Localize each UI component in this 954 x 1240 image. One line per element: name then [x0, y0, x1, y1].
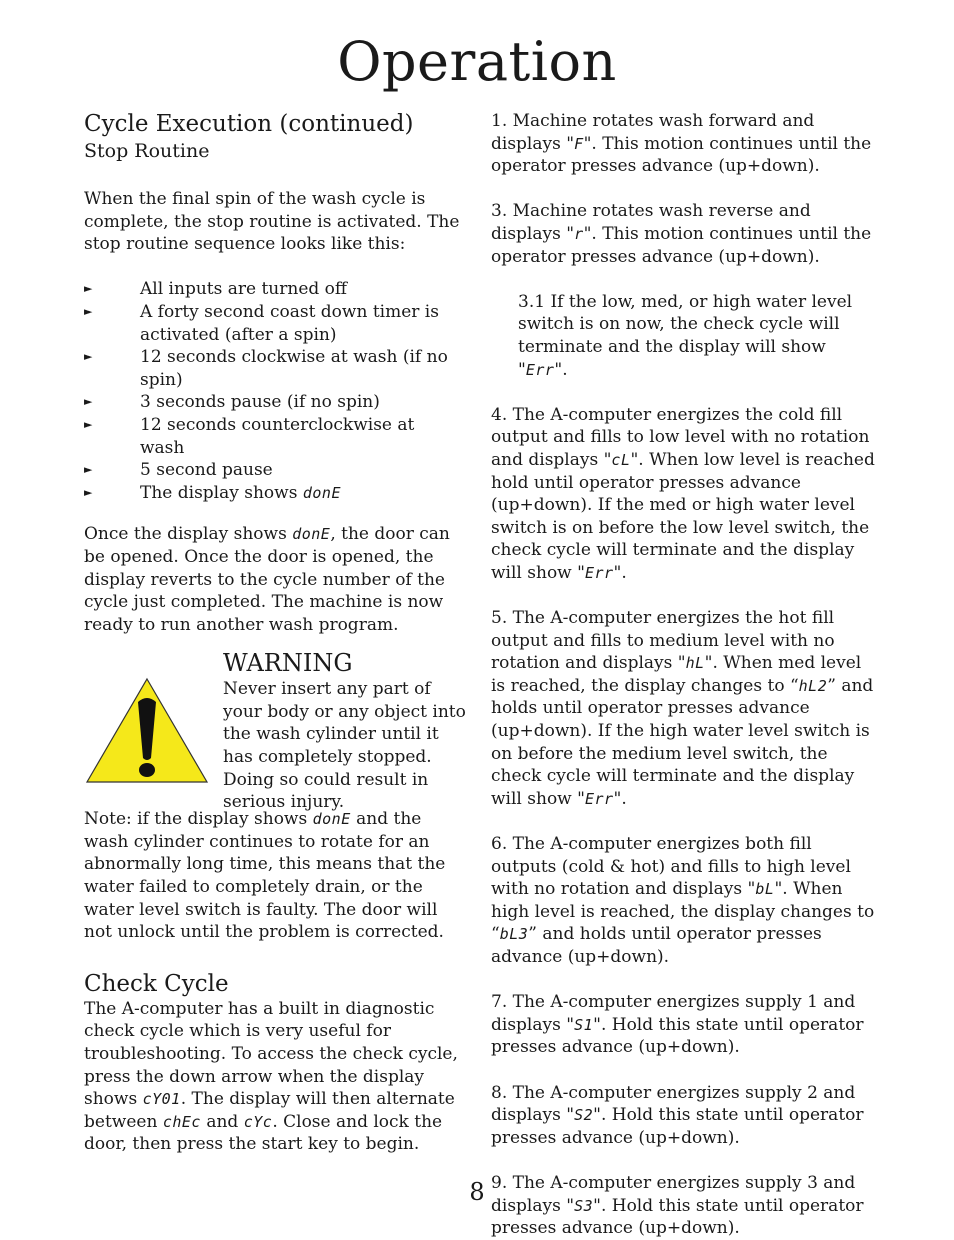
right-arrow-bullet-icon: ► — [84, 350, 93, 364]
display-code: donE — [302, 483, 341, 502]
display-code: donE — [312, 810, 351, 829]
warning-triangle-icon — [84, 676, 210, 786]
display-code: Err — [584, 789, 614, 808]
right-arrow-bullet-icon: ► — [84, 463, 93, 477]
step-3: 3. Machine rotates wash reverse and displays "r". This motion continues until the operator presses advance (up+down). — [491, 201, 872, 267]
list-item: ► The display shows donE — [84, 482, 341, 503]
left-column — [84, 110, 464, 1156]
display-code: r — [574, 224, 584, 243]
step-9: 9. The A-computer energizes supply 3 and displays "S3". Hold this state until operator presses advance (up+down). — [491, 1172, 864, 1239]
list-item: ► All inputs are turned off — [84, 279, 347, 300]
section-heading: Cycle Execution (continued) — [84, 111, 414, 137]
section-subheading: Stop Routine — [84, 140, 210, 162]
step-5: 5. The A-computer energizes the hot fill output and fills to medium level with no rotation and displays "hL". When med level is reached, the display changes to “hL2” and holds until operator presses advance (up+down). If the high water level switch is on before the medium level switch, the check cycle will terminate and the display will show "Err". — [491, 608, 874, 809]
check-cycle-paragraph: The A-computer has a built in diagnostic check cycle which is very useful for troubleshooting. To access the check cycle, press the down arrow when the display shows cY01. The display will then alternate between chEc and cYc. Close and lock the door, then press the start key to begin. — [84, 998, 458, 1155]
warning-box — [84, 648, 466, 813]
display-code: chEc — [162, 1112, 201, 1131]
display-code: cYc — [243, 1112, 273, 1131]
list-item: ► 12 seconds clockwise at wash (if no spin) — [84, 347, 448, 390]
step-8: 8. The A-computer energizes supply 2 and displays "S2". Hold this state until operator presses advance (up+down). — [491, 1082, 864, 1148]
list-item: ► 3 seconds pause (if no spin) — [84, 392, 380, 413]
warning-text: Never insert any part of your body or any object into the wash cylinder until it has completely stopped. Doing so could result in serious injury. — [223, 679, 466, 813]
intro-paragraph: When the final spin of the wash cycle is complete, the stop routine is activated. The stop routine sequence looks like this: — [84, 189, 460, 255]
step-3-1: 3.1 If the low, med, or high water level switch is on now, the check cycle will terminate and the display will show "Err". — [518, 291, 853, 380]
display-code: F — [574, 134, 584, 153]
right-arrow-bullet-icon: ► — [84, 417, 93, 431]
display-code: donE — [292, 525, 331, 544]
display-code: S3 — [574, 1196, 594, 1215]
display-code: Err — [584, 563, 614, 582]
right-arrow-bullet-icon: ► — [84, 485, 93, 499]
right-column — [491, 110, 876, 1240]
list-item: ► 5 second pause — [84, 460, 273, 481]
display-code: cY01 — [142, 1090, 181, 1109]
display-code: S2 — [574, 1106, 594, 1125]
list-item: ► A forty second coast down timer is activated (after a spin) — [84, 301, 439, 345]
note-paragraph: Note: if the display shows donE and the wash cylinder continues to rotate for an abnormally long time, this means that the water failed to completely drain, or the water level switch is faulty. The door will not unlock until the problem is corrected. — [84, 809, 446, 943]
display-code: cL — [611, 450, 631, 469]
right-arrow-bullet-icon: ► — [84, 304, 93, 318]
display-code: Err — [525, 360, 555, 379]
display-code: hL — [685, 654, 705, 673]
stop-routine-list — [84, 278, 464, 504]
check-cycle-heading: Check Cycle — [84, 970, 229, 997]
display-code: hL2 — [798, 676, 828, 695]
page-number: 8 — [469, 1178, 485, 1206]
display-code: bL — [755, 880, 775, 899]
list-item: ► 12 seconds counterclockwise at wash — [84, 414, 415, 458]
right-arrow-bullet-icon: ► — [84, 282, 93, 296]
step-1: 1. Machine rotates wash forward and displays "F". This motion continues until the operator presses advance (up+down). — [491, 111, 872, 177]
step-6: 6. The A-computer energizes both fill outputs (cold & hot) and fills to high level with no rotation and displays "bL". When high level is reached, the display changes to “bL3” and holds until operator presses advance (up+down). — [491, 834, 875, 967]
right-arrow-bullet-icon: ► — [84, 395, 93, 409]
step-4: 4. The A-computer energizes the cold fill output and fills to low level with no rotation and displays "cL". When low level is reached hold until operator presses advance (up+down). If the med or high water level switch is on before the low level switch, the check cycle will terminate and the display will show "Err". — [491, 404, 875, 583]
warning-heading: WARNING — [223, 649, 353, 678]
step-7: 7. The A-computer energizes supply 1 and displays "S1". Hold this state until operator presses advance (up+down). — [491, 992, 864, 1058]
display-code: bL3 — [499, 925, 529, 944]
display-code: S1 — [574, 1015, 594, 1034]
once-paragraph: Once the display shows donE, the door can be opened. Once the door is opened, the display reverts to the cycle number of the cycle just completed. The machine is now ready to run another wash program. — [84, 524, 450, 635]
page-title: Operation — [337, 30, 617, 93]
